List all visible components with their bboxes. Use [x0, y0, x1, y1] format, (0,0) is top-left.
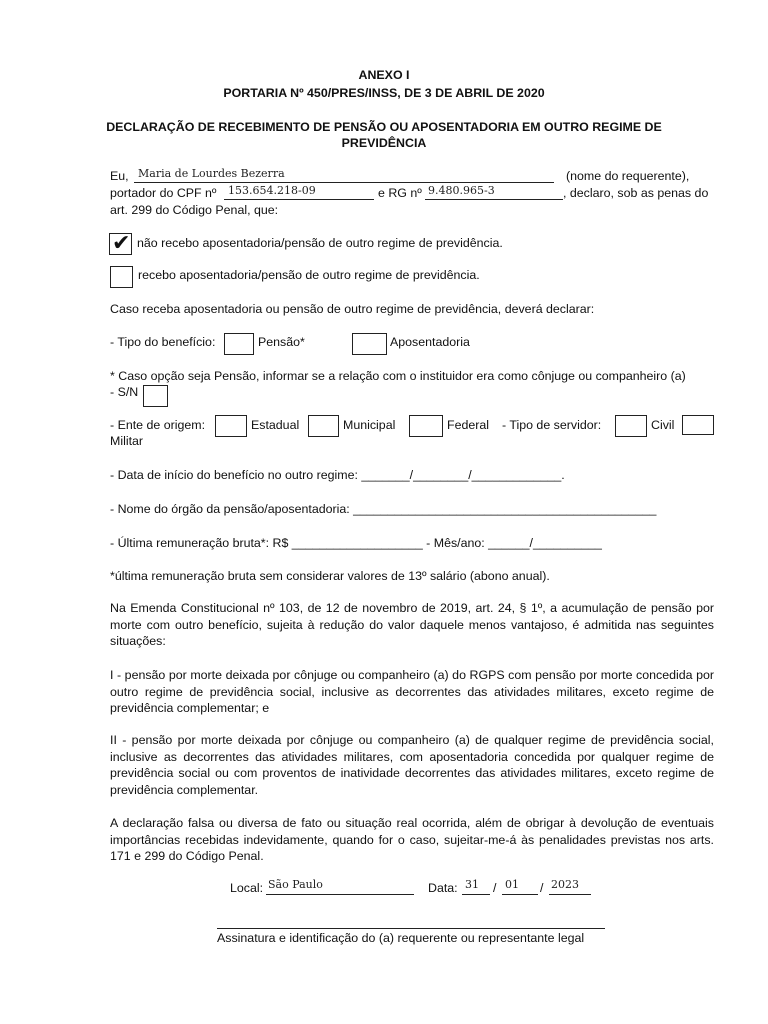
municipal-checkbox[interactable] — [308, 415, 339, 437]
eu-label: Eu, — [110, 169, 129, 183]
false-declaration-paragraph: A declaração falsa ou diversa de fato ou situação real ocorrida, além de obrigar à devolução de eventuais importâncias recebidas indevidamente, quando for o caso, sujeitar-me-á às penalidades previstas nos arts. 171 e 299 do Código Penal. — [110, 816, 714, 863]
signature-line[interactable] — [217, 928, 605, 929]
date-slash-1: / — [493, 881, 497, 895]
pensao-checkbox[interactable] — [224, 333, 254, 355]
option-not-receive-label: não recebo aposentadoria/pensão de outro regime de previdência. — [137, 236, 503, 250]
name-field-line[interactable] — [134, 182, 554, 183]
option-not-receive-checkbox[interactable] — [109, 230, 132, 255]
option-receive-checkbox[interactable] — [110, 266, 133, 288]
remuneration-note: *última remuneração bruta sem considerar valores de 13º salário (abono anual). — [110, 569, 550, 583]
aposentadoria-checkbox[interactable] — [352, 333, 387, 355]
pensao-label: Pensão* — [258, 335, 305, 349]
emenda-paragraph: Na Emenda Constitucional nº 103, de 12 de novembro de 2019, art. 24, § 1º, a acumulação de pensão por morte com outro benefício, sujeita à redução do valor daquele menos vantajoso, é admitida nas seguintes situações: — [110, 601, 714, 648]
local-label: Local: — [230, 881, 264, 895]
sn-checkbox[interactable] — [143, 385, 168, 407]
date-slash-2: / — [540, 881, 544, 895]
rg-label: e RG nº — [378, 186, 422, 200]
annex-title: ANEXO I — [358, 68, 410, 82]
checkmark-icon: ✔ — [112, 230, 131, 255]
art-299-text: art. 299 do Código Penal, que: — [110, 203, 279, 217]
estadual-checkbox[interactable] — [215, 415, 247, 437]
servant-type-label: - Tipo de servidor: — [502, 418, 602, 432]
municipal-label: Municipal — [343, 418, 396, 432]
pension-note-line2: - S/N — [110, 385, 139, 399]
local-field-line[interactable] — [266, 894, 414, 895]
civil-checkbox[interactable] — [615, 415, 647, 437]
federal-checkbox[interactable] — [409, 415, 443, 437]
portaria-title: PORTARIA Nº 450/PRES/INSS, DE 3 DE ABRIL DE 2020 — [223, 86, 545, 100]
rg-field-value[interactable]: 9.480.965-3 — [428, 184, 495, 197]
aposentadoria-label: Aposentadoria — [390, 335, 470, 349]
militar-checkbox[interactable] — [682, 415, 714, 435]
day-field-value[interactable]: 31 — [465, 878, 479, 891]
federal-label: Federal — [447, 418, 490, 432]
month-field-line[interactable] — [502, 894, 538, 895]
option-receive-label: recebo aposentadoria/pensão de outro regime de previdência. — [138, 268, 480, 282]
rg-field-line[interactable] — [425, 199, 563, 200]
if-receives-text: Caso receba aposentadoria ou pensão de outro regime de previdência, deverá declarar: — [110, 302, 595, 316]
origin-label: - Ente de origem: — [110, 418, 206, 432]
pension-note-line1: * Caso opção seja Pensão, informar se a relação com o instituidor era como cônjuge ou companheiro (a) — [110, 369, 686, 383]
day-field-line[interactable] — [462, 894, 490, 895]
civil-label: Civil — [651, 418, 675, 432]
month-field-value[interactable]: 01 — [505, 878, 519, 891]
item-ii-paragraph: II - pensão por morte deixada por cônjuge ou companheiro (a) de qualquer regime de previdência social, inclusive as decorrentes das atividades militares, com aposentadoria concedida por qualquer regime de previdência social ou com proventos de inatividade decorrentes das atividades militares, exceto regime de previdência complementar. — [110, 733, 714, 797]
start-date-field[interactable]: - Data de início do benefício no outro regime: _______/________/_____________. — [110, 468, 565, 482]
cpf-field-line[interactable] — [224, 199, 374, 200]
estadual-label: Estadual — [251, 418, 300, 432]
agency-field[interactable]: - Nome do órgão da pensão/aposentadoria: ____________________________________________ — [110, 502, 657, 516]
name-suffix: (nome do requerente), — [566, 169, 690, 183]
document-title-line2: PREVIDÊNCIA — [341, 136, 427, 150]
document-title-line1: DECLARAÇÃO DE RECEBIMENTO DE PENSÃO OU APOSENTADORIA EM OUTRO REGIME DE — [106, 120, 662, 134]
item-i-paragraph: I - pensão por morte deixada por cônjuge ou companheiro (a) do RGPS com pensão por morte concedida por outro regime de previdência social, inclusive as decorrentes das atividades militares, exceto regime de previdência complementar; e — [110, 668, 714, 715]
signature-caption: Assinatura e identificação do (a) requerente ou representante legal — [217, 931, 585, 945]
cpf-label: portador do CPF nº — [110, 186, 217, 200]
year-field-line[interactable] — [549, 894, 591, 895]
cpf-field-value[interactable]: 153.654.218-09 — [228, 184, 316, 197]
name-field-value[interactable]: Maria de Lourdes Bezerra — [138, 167, 285, 180]
declaro-text: , declaro, sob as penas do — [563, 186, 709, 200]
benefit-type-label: - Tipo do benefício: — [110, 335, 216, 349]
year-field-value[interactable]: 2023 — [551, 878, 579, 891]
remuneration-field[interactable]: - Última remuneração bruta*: R$ ___________________ - Mês/ano: ______/__________ — [110, 536, 602, 550]
militar-label: Militar — [110, 434, 144, 448]
date-label: Data: — [428, 881, 458, 895]
local-field-value[interactable]: São Paulo — [268, 878, 323, 891]
